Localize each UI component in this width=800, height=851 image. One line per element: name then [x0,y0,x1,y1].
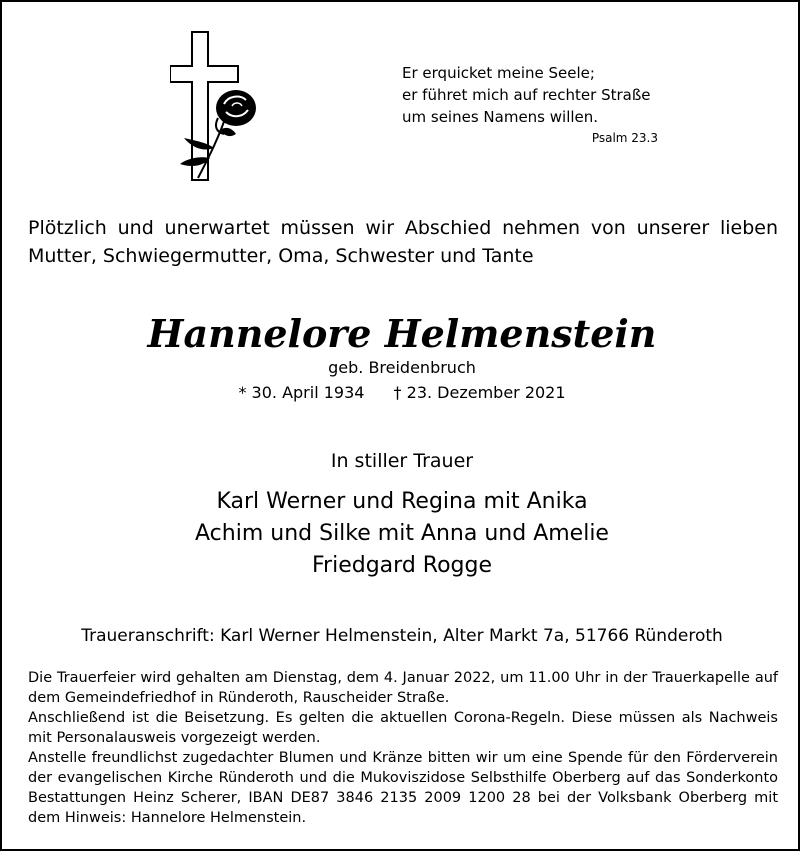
maiden-name: geb. Breidenbruch [328,358,476,377]
mourning-address: Traueranschrift: Karl Werner Helmenstein, Alter Markt 7a, 51766 Ründeroth [81,626,723,646]
intro-line: Plötzlich und unerwartet müssen wir Abschied nehmen von unserer lieben [28,217,778,239]
psalm-verse [402,62,662,146]
life-dates [2,382,800,404]
mourners-list [2,486,800,582]
verse-line: um seines Namens willen. [402,108,599,126]
mourner-line: Achim und Silke mit Anna und Amelie [195,521,609,546]
mourner-line: Karl Werner und Regina mit Anika [216,489,588,514]
note-paragraph: Anstelle freundlichst zugedachter Blumen und Kränze bitten wir um eine Spende für den Förderverein der evangelischen Kirche Ründeroth und die Mukoviszidose Selbsthilfe Oberberg auf das Sonderkonto Bestattungen Heinz Scherer, IBAN DE87 3846 2135 2009 1200 28 bei der Volksbank Oberberg mit dem Hinweis: Hannelore Helmenstein. [28,750,778,826]
note-paragraph: Die Trauerfeier wird gehalten am Dienstag, dem 4. Januar 2022, um 11.00 Uhr in der Trauerkapelle auf dem Gemeindefriedhof in Ründeroth, Rauscheider Straße. [28,670,778,706]
verse-line: er führet mich auf rechter Straße [402,86,651,104]
funeral-notes [28,668,778,828]
mourning-heading: In stiller Trauer [330,450,474,472]
intro-line: Mutter, Schwiegermutter, Oma, Schwester und Tante [28,245,534,267]
verse-reference: Psalm 23.3 [591,131,658,145]
note-paragraph: Anschließend ist die Beisetzung. Es gelten die aktuellen Corona-Regeln. Diese müssen als Nachweis mit Personalausweis vorgezeigt werden. [28,710,778,746]
mourner-line: Friedgard Rogge [312,553,492,578]
cross-with-rose-icon [170,30,270,190]
intro-text [28,214,778,270]
verse-line: Er erquicket meine Seele; [402,64,595,82]
death-date: † 23. Dezember 2021 [393,383,566,402]
deceased-name: Hannelore Helmenstein [147,311,657,356]
birth-date: * 30. April 1934 [238,383,365,402]
